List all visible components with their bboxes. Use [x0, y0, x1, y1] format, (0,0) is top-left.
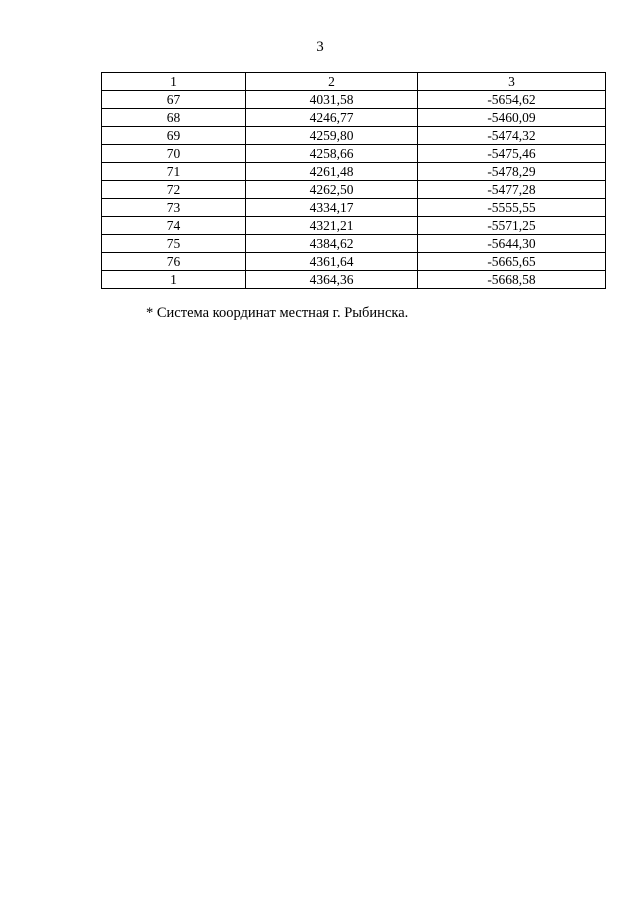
y-coordinate-cell: -5477,28 — [418, 181, 606, 199]
coordinate-system-footnote: * Система координат местная г. Рыбинска. — [146, 305, 409, 321]
x-coordinate-cell: 4321,21 — [246, 217, 418, 235]
point-number-cell: 71 — [102, 163, 246, 181]
point-number-cell: 68 — [102, 109, 246, 127]
table-row — [102, 163, 606, 181]
x-coordinate-cell: 4262,50 — [246, 181, 418, 199]
table-row — [102, 199, 606, 217]
point-number-cell: 67 — [102, 91, 246, 109]
y-coordinate-cell: -5571,25 — [418, 217, 606, 235]
table-row — [102, 271, 606, 289]
table-row — [102, 91, 606, 109]
point-number-cell: 70 — [102, 145, 246, 163]
y-coordinate-cell: -5474,32 — [418, 127, 606, 145]
table-row — [102, 253, 606, 271]
x-coordinate-cell: 4261,48 — [246, 163, 418, 181]
y-coordinate-cell: -5654,62 — [418, 91, 606, 109]
point-number-cell: 76 — [102, 253, 246, 271]
y-coordinate-cell: -5460,09 — [418, 109, 606, 127]
x-coordinate-cell: 4246,77 — [246, 109, 418, 127]
point-number-cell: 72 — [102, 181, 246, 199]
table-row — [102, 127, 606, 145]
table-row — [102, 145, 606, 163]
y-coordinate-cell: -5555,55 — [418, 199, 606, 217]
y-coordinate-cell: -5665,65 — [418, 253, 606, 271]
point-number-cell: 1 — [102, 271, 246, 289]
point-number-cell: 73 — [102, 199, 246, 217]
y-coordinate-cell: -5475,46 — [418, 145, 606, 163]
point-number-cell: 69 — [102, 127, 246, 145]
table-row — [102, 217, 606, 235]
column-header: 1 — [102, 73, 246, 91]
y-coordinate-cell: -5668,58 — [418, 271, 606, 289]
x-coordinate-cell: 4031,58 — [246, 91, 418, 109]
table-row — [102, 181, 606, 199]
table-header-row — [102, 73, 606, 91]
x-coordinate-cell: 4364,36 — [246, 271, 418, 289]
column-header: 3 — [418, 73, 606, 91]
x-coordinate-cell: 4334,17 — [246, 199, 418, 217]
coordinates-table — [101, 72, 606, 289]
y-coordinate-cell: -5644,30 — [418, 235, 606, 253]
point-number-cell: 74 — [102, 217, 246, 235]
x-coordinate-cell: 4258,66 — [246, 145, 418, 163]
y-coordinate-cell: -5478,29 — [418, 163, 606, 181]
table-row — [102, 235, 606, 253]
page-number: 3 — [316, 39, 324, 55]
column-header: 2 — [246, 73, 418, 91]
x-coordinate-cell: 4384,62 — [246, 235, 418, 253]
point-number-cell: 75 — [102, 235, 246, 253]
x-coordinate-cell: 4361,64 — [246, 253, 418, 271]
table-row — [102, 109, 606, 127]
x-coordinate-cell: 4259,80 — [246, 127, 418, 145]
